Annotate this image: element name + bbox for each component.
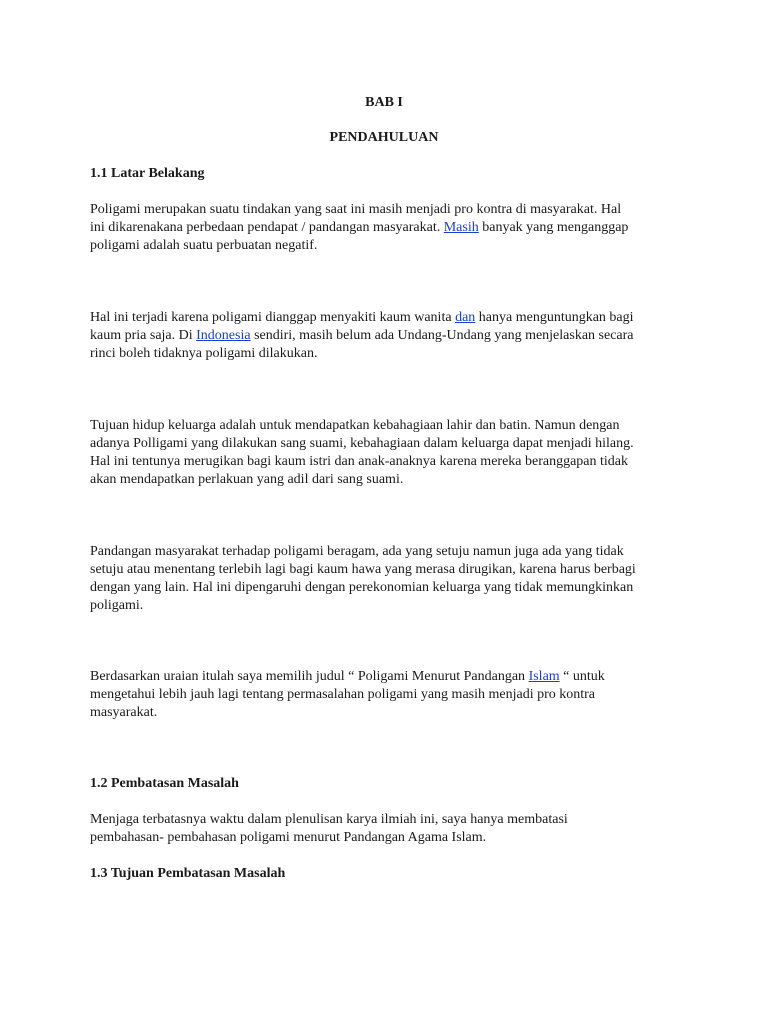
paragraph-line: rinci boleh tidaknya poligami dilakukan. [90,346,318,361]
text-span: kaum pria saja. Di [90,328,197,343]
paragraph-line: setuju atau menentang terlebih lagi bagi kaum hawa yang merasa dirugikan, karena harus berbagi [90,562,636,577]
link-islam[interactable]: Islam [528,669,560,684]
section-heading-latar-belakang: 1.1 Latar Belakang [90,166,205,181]
chapter-label: BAB I [365,95,403,110]
link-indonesia[interactable]: Indonesia [196,328,251,343]
paragraph-line: mengetahui lebih jauh lagi tentang permasalahan poligami yang masih menjadi pro kontra [90,687,596,702]
paragraph-3 [90,417,690,489]
paragraph-line: poligami adalah suatu perbuatan negatif. [90,238,318,253]
text-span: “ untuk [559,669,605,684]
paragraph-line: pembahasan- pembahasan poligami menurut Pandangan Agama Islam. [90,830,487,845]
text-span: sendiri, masih belum ada Undang-Undang yang menjelaskan secara [250,328,634,343]
paragraph-6 [90,811,690,847]
section-heading-tujuan-pembatasan: 1.3 Tujuan Pembatasan Masalah [90,866,286,881]
paragraph-line: akan mendapatkan perlakuan yang adil dari sang suami. [90,472,404,487]
paragraph-line: masyarakat. [90,705,158,720]
paragraph-line: Hal ini tentunya merugikan bagi kaum istri dan anak-anaknya karena mereka beranggapan tidak [90,454,629,469]
text-span: ini dikarenakana perbedaan pendapat / pandangan masyarakat. [90,220,444,235]
paragraph-1 [90,201,690,255]
paragraph-line [90,327,690,345]
section-heading-pembatasan-masalah: 1.2 Pembatasan Masalah [90,776,239,791]
paragraph-line: Pandangan masyarakat terhadap poligami beragam, ada yang setuju namun juga ada yang tidak [90,544,624,559]
paragraph-2 [90,309,690,363]
paragraph-line [90,219,690,237]
chapter-title: PENDAHULUAN [329,130,439,145]
text-span: Hal ini terjadi karena poligami dianggap menyakiti kaum wanita [90,310,456,325]
text-span: Berdasarkan uraian itulah saya memilih judul “ Poligami Menurut Pandangan [90,669,529,684]
paragraph-line [90,309,690,327]
paragraph-line: adanya Polligami yang dilakukan sang suami, kebahagiaan dalam keluarga dapat menjadi hilang. [90,436,634,451]
text-span: hanya menguntungkan bagi [475,310,634,325]
paragraph-line [90,668,690,686]
paragraph-line: Poligami merupakan suatu tindakan yang saat ini masih menjadi pro kontra di masyarakat. Hal [90,202,622,217]
paragraph-4 [90,543,690,615]
paragraph-line: Menjaga terbatasnya waktu dalam plenulisan karya ilmiah ini, saya hanya membatasi [90,812,568,827]
paragraph-line: dengan yang lain. Hal ini dipengaruhi dengan perekonomian keluarga yang tidak memungkinkan [90,580,634,595]
paragraph-line: poligami. [90,598,144,613]
paragraph-5 [90,668,690,722]
link-dan[interactable]: dan [455,310,476,325]
link-masih[interactable]: Masih [443,220,479,235]
text-span: banyak yang menganggap [478,220,629,235]
paragraph-line: Tujuan hidup keluarga adalah untuk mendapatkan kebahagiaan lahir dan batin. Namun dengan [90,418,620,433]
